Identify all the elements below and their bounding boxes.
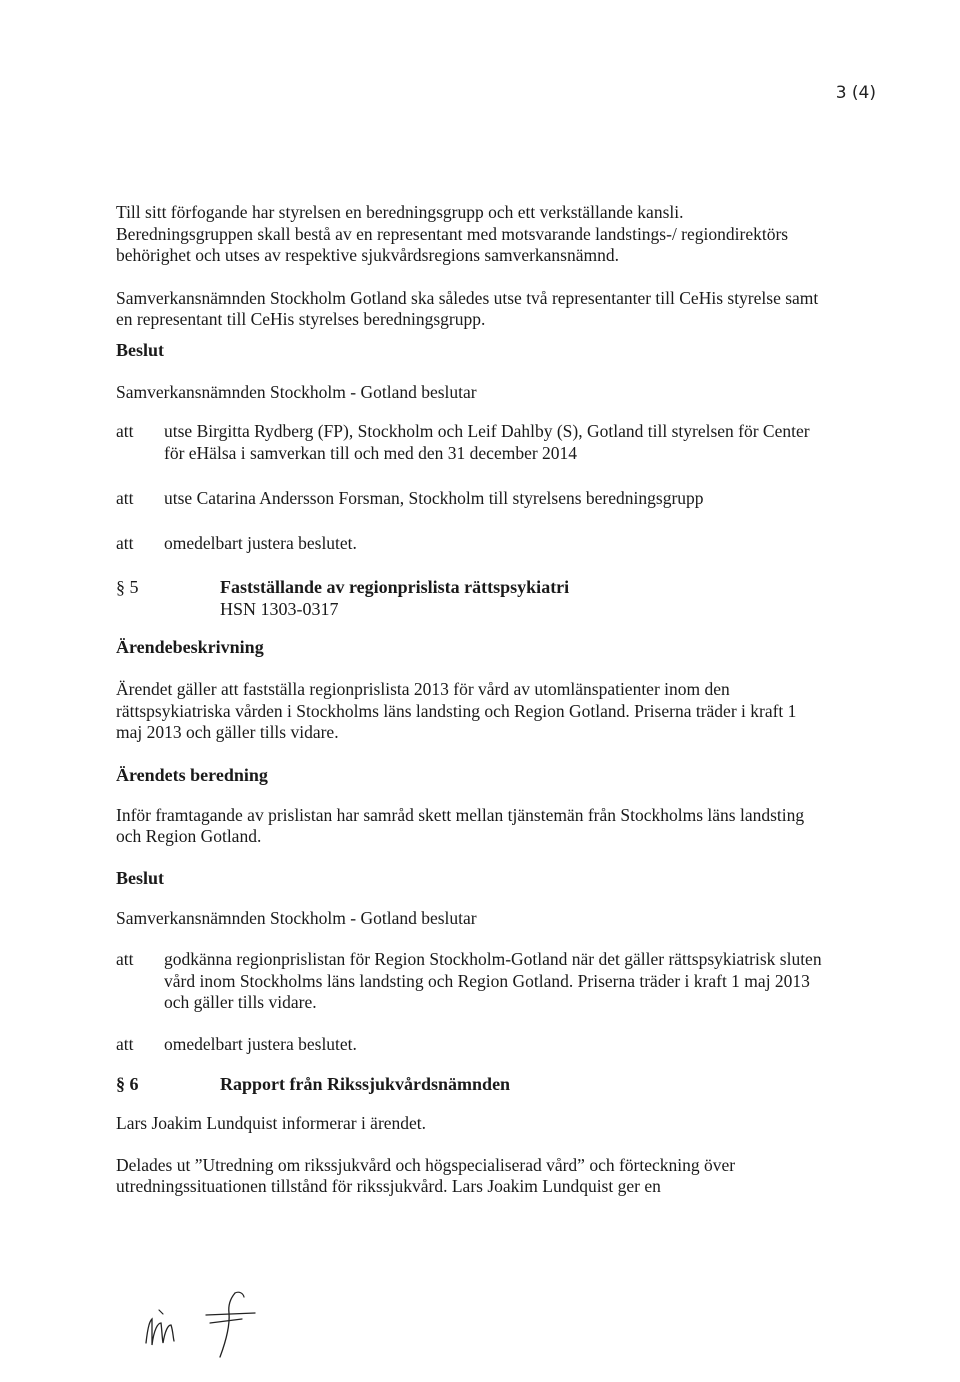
section-6-heading bbox=[116, 1073, 836, 1095]
section-title: Rapport från Rikssjukvårdsnämnden bbox=[220, 1074, 511, 1094]
decision-clause bbox=[116, 949, 836, 1014]
section-title: Fastställande av regionprislista rättspsykiatri bbox=[220, 577, 570, 597]
att-label: att bbox=[116, 421, 134, 441]
att-label: att bbox=[116, 532, 134, 553]
clause-text: omedelbart justera beslutet. bbox=[164, 532, 357, 553]
section-6-paragraph-1: Lars Joakim Lundquist informerar i ärendet. bbox=[116, 1113, 427, 1133]
section-5-heading bbox=[116, 576, 836, 620]
decision-clause bbox=[116, 488, 836, 510]
clause-text: omedelbart justera beslutet. bbox=[164, 1033, 357, 1054]
beslut-heading-2: Beslut bbox=[116, 867, 165, 888]
handwritten-initials-signature bbox=[140, 1285, 270, 1365]
case-reference: HSN 1303-0317 bbox=[220, 599, 339, 619]
arendebeskrivning-heading: Ärendebeskrivning bbox=[116, 637, 264, 657]
intro-paragraph-1: Till sitt förfogande har styrelsen en beredningsgrupp och ett verkställande kansli. Beredningsgruppen skall bestå av en representant med motsvarande landstings-/ regiondirektörs behörighet och utses av respektive sjukvårdsregions samverkansnämnd. bbox=[116, 202, 789, 265]
beslut-lead-2: Samverkansnämnden Stockholm - Gotland beslutar bbox=[116, 907, 477, 928]
att-label: att bbox=[116, 949, 134, 969]
arendebeskrivning-text: Ärendet gäller att fastställa regionprislista 2013 för vård av utomlänspatienter inom den rättspsykiatriska vården i Stockholms läns landsting och Region Gotland. Priserna träder i kraft 1 maj 2013 och gäller tills vidare. bbox=[116, 679, 797, 742]
section-6-paragraph-2: Delades ut ”Utredning om rikssjukvård och högspecialiserad vård” och förteckning över utredningssituationen tillstånd för rikssjukvård. Lars Joakim Lundquist ger en bbox=[116, 1154, 736, 1196]
beslut-lead-1: Samverkansnämnden Stockholm - Gotland beslutar bbox=[116, 381, 477, 402]
decision-clause bbox=[116, 421, 836, 464]
att-label: att bbox=[116, 1033, 134, 1054]
att-label: att bbox=[116, 488, 134, 508]
beredning-heading: Ärendets beredning bbox=[116, 764, 268, 785]
page-number: 3 (4) bbox=[835, 83, 876, 103]
clause-text: godkänna regionprislistan för Region Stockholm-Gotland när det gäller rättspsykiatrisk sluten vård inom Stockholms läns landsting och Region Gotland. Priserna träder i kraft 1 maj 2013 och gäller tills vidare. bbox=[164, 949, 822, 1012]
section-number: § 5 bbox=[116, 577, 139, 597]
document-body bbox=[116, 202, 836, 1198]
section-number: § 6 bbox=[116, 1074, 139, 1094]
beredning-text: Inför framtagande av prislistan har samråd skett mellan tjänstemän från Stockholms läns landsting och Region Gotland. bbox=[116, 804, 805, 846]
clause-text: utse Birgitta Rydberg (FP), Stockholm och Leif Dahlby (S), Gotland till styrelsen för Center för eHälsa i samverkan till och med den 31 december 2014 bbox=[164, 421, 810, 463]
decision-clause bbox=[116, 533, 836, 555]
intro-paragraph-2: Samverkansnämnden Stockholm Gotland ska således utse två representanter till CeHis styrelse samt en representant till CeHis styrelses beredningsgrupp. bbox=[116, 287, 819, 329]
beslut-heading-1: Beslut bbox=[116, 339, 165, 360]
decision-clause bbox=[116, 1034, 836, 1056]
clause-text: utse Catarina Andersson Forsman, Stockholm till styrelsens beredningsgrupp bbox=[164, 488, 704, 508]
